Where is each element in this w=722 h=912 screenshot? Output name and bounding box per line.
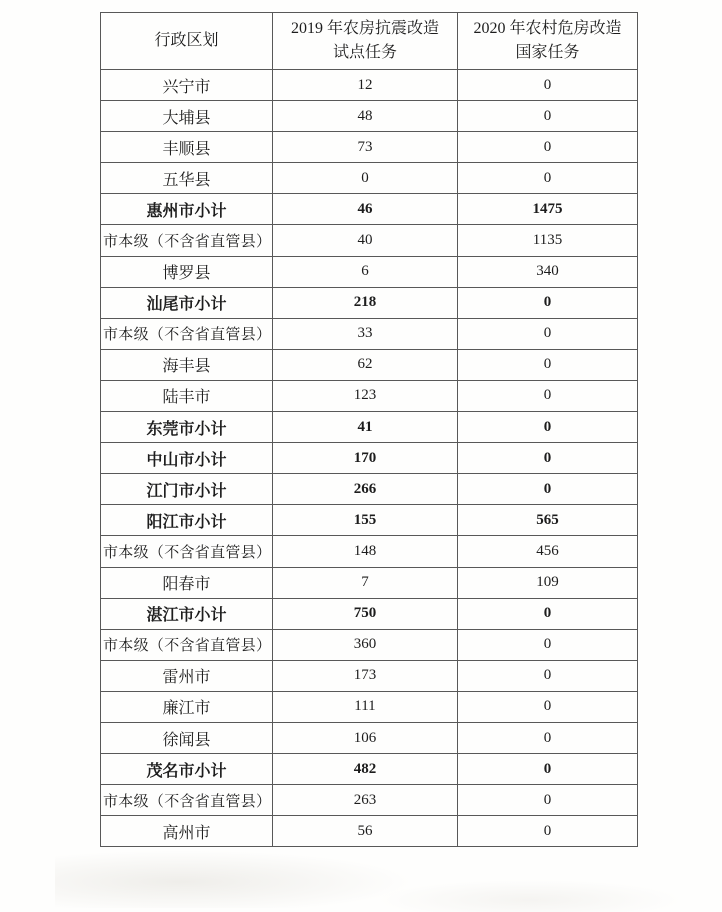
value-2020-cell: 0 — [458, 722, 638, 753]
region-name-cell: 徐闻县 — [101, 722, 273, 753]
table-row — [101, 629, 638, 660]
value-2020-cell: 0 — [458, 318, 638, 349]
value-2020-cell: 340 — [458, 256, 638, 287]
table-row — [101, 660, 638, 691]
region-name-cell: 江门市小计 — [101, 474, 273, 505]
header-row — [101, 13, 638, 70]
region-name-cell: 海丰县 — [101, 349, 273, 380]
region-name-cell: 高州市 — [101, 816, 273, 847]
table-row — [101, 70, 638, 101]
value-2019-cell: 48 — [273, 101, 458, 132]
value-2020-cell: 1135 — [458, 225, 638, 256]
region-name-cell: 市本级（不含省直管县） — [101, 225, 273, 256]
value-2019-cell: 155 — [273, 505, 458, 536]
region-name-cell: 廉江市 — [101, 691, 273, 722]
region-name-cell: 湛江市小计 — [101, 598, 273, 629]
header-region — [101, 13, 273, 70]
table-row — [101, 349, 638, 380]
table-row — [101, 785, 638, 816]
table-row-subtotal — [101, 412, 638, 443]
table-row-subtotal — [101, 287, 638, 318]
region-name-cell: 大埔县 — [101, 101, 273, 132]
region-name-cell: 汕尾市小计 — [101, 287, 273, 318]
scan-smudge — [55, 850, 415, 908]
value-2019-cell: 123 — [273, 380, 458, 411]
table-row-subtotal — [101, 474, 638, 505]
value-2020-cell: 0 — [458, 349, 638, 380]
housing-tasks-table — [100, 12, 638, 847]
value-2019-cell: 40 — [273, 225, 458, 256]
value-2020-cell: 0 — [458, 163, 638, 194]
region-name-cell: 阳春市 — [101, 567, 273, 598]
value-2019-cell: 7 — [273, 567, 458, 598]
value-2020-cell: 0 — [458, 474, 638, 505]
table-row — [101, 256, 638, 287]
region-name-cell: 阳江市小计 — [101, 505, 273, 536]
table-row-subtotal — [101, 598, 638, 629]
value-2019-cell: 41 — [273, 412, 458, 443]
value-2019-cell: 482 — [273, 754, 458, 785]
region-name-cell: 市本级（不含省直管县） — [101, 536, 273, 567]
value-2020-cell: 109 — [458, 567, 638, 598]
value-2020-cell: 0 — [458, 132, 638, 163]
table-row — [101, 132, 638, 163]
table-row — [101, 225, 638, 256]
value-2019-cell: 12 — [273, 70, 458, 101]
value-2019-cell: 148 — [273, 536, 458, 567]
table-row — [101, 318, 638, 349]
value-2019-cell: 56 — [273, 816, 458, 847]
region-name-cell: 兴宁市 — [101, 70, 273, 101]
region-name-cell: 五华县 — [101, 163, 273, 194]
region-name-cell: 市本级（不含省直管县） — [101, 785, 273, 816]
value-2019-cell: 73 — [273, 132, 458, 163]
value-2020-cell: 0 — [458, 598, 638, 629]
header-region-label: 行政区划 — [154, 32, 219, 49]
value-2019-cell: 360 — [273, 629, 458, 660]
table-row — [101, 163, 638, 194]
value-2019-cell: 170 — [273, 443, 458, 474]
table-body — [101, 70, 638, 847]
value-2019-cell: 266 — [273, 474, 458, 505]
value-2019-cell: 106 — [273, 722, 458, 753]
value-2020-cell: 1475 — [458, 194, 638, 225]
value-2020-cell: 0 — [458, 443, 638, 474]
value-2020-cell: 0 — [458, 785, 638, 816]
table-row — [101, 567, 638, 598]
value-2019-cell: 62 — [273, 349, 458, 380]
region-name-cell: 中山市小计 — [101, 443, 273, 474]
value-2019-cell: 0 — [273, 163, 458, 194]
region-name-cell: 东莞市小计 — [101, 412, 273, 443]
region-name-cell: 茂名市小计 — [101, 754, 273, 785]
table-header — [101, 13, 638, 70]
table-row — [101, 722, 638, 753]
table-row — [101, 101, 638, 132]
table-row — [101, 816, 638, 847]
table-row — [101, 536, 638, 567]
table-row — [101, 691, 638, 722]
value-2019-cell: 33 — [273, 318, 458, 349]
scan-smudge — [380, 880, 680, 912]
header-2020-task: 2020 年农村危房改造 国家任务 — [458, 13, 638, 70]
region-name-cell: 市本级（不含省直管县） — [101, 318, 273, 349]
header-2019-task: 2019 年农房抗震改造 试点任务 — [273, 13, 458, 70]
table-row-subtotal — [101, 754, 638, 785]
value-2020-cell: 0 — [458, 816, 638, 847]
value-2019-cell: 6 — [273, 256, 458, 287]
region-name-cell: 博罗县 — [101, 256, 273, 287]
value-2019-cell: 46 — [273, 194, 458, 225]
value-2020-cell: 456 — [458, 536, 638, 567]
value-2020-cell: 565 — [458, 505, 638, 536]
region-name-cell: 丰顺县 — [101, 132, 273, 163]
region-name-cell: 雷州市 — [101, 660, 273, 691]
value-2019-cell: 750 — [273, 598, 458, 629]
value-2019-cell: 218 — [273, 287, 458, 318]
table-row-subtotal — [101, 194, 638, 225]
table-row-subtotal — [101, 443, 638, 474]
value-2020-cell: 0 — [458, 629, 638, 660]
value-2020-cell: 0 — [458, 380, 638, 411]
table-row — [101, 380, 638, 411]
value-2020-cell: 0 — [458, 754, 638, 785]
value-2020-cell: 0 — [458, 70, 638, 101]
region-name-cell: 惠州市小计 — [101, 194, 273, 225]
value-2020-cell: 0 — [458, 412, 638, 443]
region-name-cell: 陆丰市 — [101, 380, 273, 411]
value-2020-cell: 0 — [458, 660, 638, 691]
value-2019-cell: 263 — [273, 785, 458, 816]
region-name-cell: 市本级（不含省直管县） — [101, 629, 273, 660]
table-row-subtotal — [101, 505, 638, 536]
value-2019-cell: 111 — [273, 691, 458, 722]
value-2020-cell: 0 — [458, 287, 638, 318]
value-2020-cell: 0 — [458, 101, 638, 132]
value-2019-cell: 173 — [273, 660, 458, 691]
value-2020-cell: 0 — [458, 691, 638, 722]
